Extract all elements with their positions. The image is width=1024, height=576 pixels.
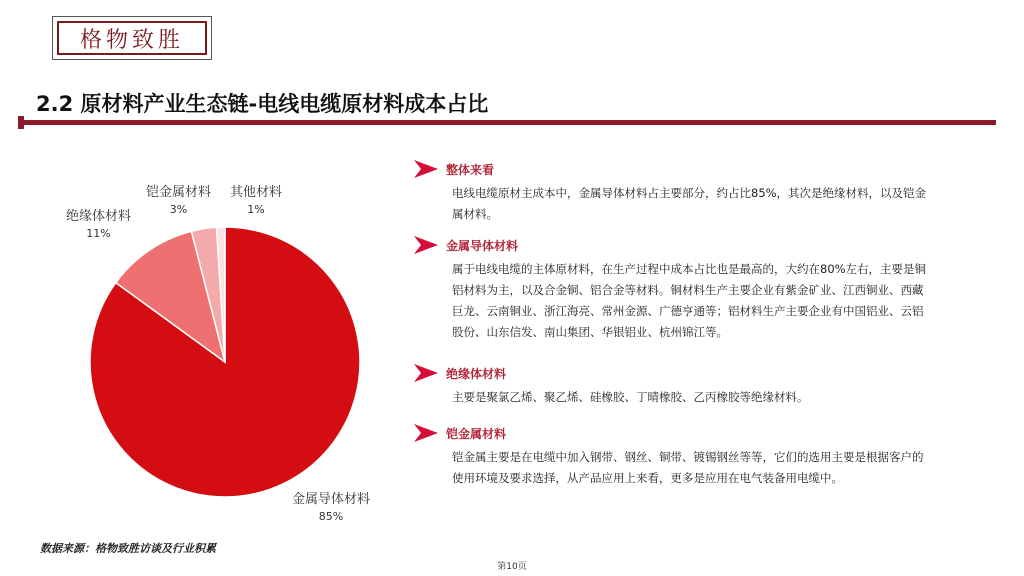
section-insulation <box>414 364 994 408</box>
slice-label-armor-metal-value: 3% <box>169 203 188 216</box>
slice-label-metal-conductor-name: 金属导体材料 <box>292 492 371 507</box>
slice-label-armor-metal <box>146 181 211 216</box>
slice-label-metal-conductor-value: 85% <box>318 510 344 523</box>
brand-logo-text: 格物致胜 <box>57 21 207 55</box>
section-body <box>452 259 994 343</box>
section-body <box>452 387 994 408</box>
section-title: 金属导体材料 <box>446 238 519 253</box>
red-arrow-chevron-icon <box>414 236 438 254</box>
section-title: 铠金属材料 <box>446 426 507 441</box>
section-title: 整体来看 <box>446 162 495 177</box>
section-line: 电线电缆原材主成本中，金属导体材料占主要部分，约占比85%，其次是绝缘材料，以及铠金 <box>452 186 927 200</box>
slice-label-other <box>230 181 282 216</box>
section-body <box>452 183 994 225</box>
section-body <box>452 447 994 489</box>
page-title: 2.2 原材料产业生态链-电线电缆原材料成本占比 <box>36 92 489 116</box>
slice-label-insulation <box>66 205 131 240</box>
section-line: 主要是聚氯乙烯、聚乙烯、硅橡胶、丁晴橡胶、乙丙橡胶等绝缘材料。 <box>452 390 809 404</box>
section-armor-metal <box>414 424 994 489</box>
red-arrow-chevron-icon <box>414 424 438 442</box>
slice-label-metal-conductor <box>292 488 370 523</box>
section-line: 巨龙、云南铜业、浙江海亮、常州金源、广德亨通等；铝材料生产主要企业有中国铝业、云铝 <box>452 304 924 318</box>
section-line: 股份、山东信发、南山集团、华银铝业、杭州锦江等。 <box>452 325 728 339</box>
slice-label-other-name: 其他材料 <box>230 185 283 200</box>
page-number: 第10页 <box>497 562 527 572</box>
slice-label-armor-metal-name: 铠金属材料 <box>146 185 212 200</box>
section-line: 铠金属主要是在电缆中加入钢带、钢丝、铜带、镀锡钢丝等等，它们的选用主要是根据客户的 <box>452 450 924 464</box>
section-title: 绝缘体材料 <box>446 366 507 381</box>
section-line: 使用环境及要求选择，从产品应用上来看，更多是应用在电气装备用电缆中。 <box>452 471 843 485</box>
brand-logo <box>52 16 212 60</box>
section-overall <box>414 160 994 225</box>
red-arrow-chevron-icon <box>414 364 438 382</box>
title-rule <box>18 120 996 125</box>
slice-label-insulation-name: 绝缘体材料 <box>66 209 132 224</box>
section-line: 铝材料为主，以及合金铜、铝合金等材料。铜材料生产主要企业有紫金矿业、江西铜业、西藏 <box>452 283 924 297</box>
slice-label-other-value: 1% <box>247 203 265 216</box>
data-source-note: 数据来源：格物致胜访谈及行业积累 <box>40 542 216 555</box>
section-line: 属于电线电缆的主体原材料，在生产过程中成本占比也是最高的，大约在80%左右，主要是铜 <box>452 262 927 276</box>
section-line: 属材料。 <box>452 207 498 221</box>
red-arrow-chevron-icon <box>414 160 438 178</box>
slice-label-insulation-value: 11% <box>86 227 111 240</box>
section-metal-conductor <box>414 236 994 343</box>
